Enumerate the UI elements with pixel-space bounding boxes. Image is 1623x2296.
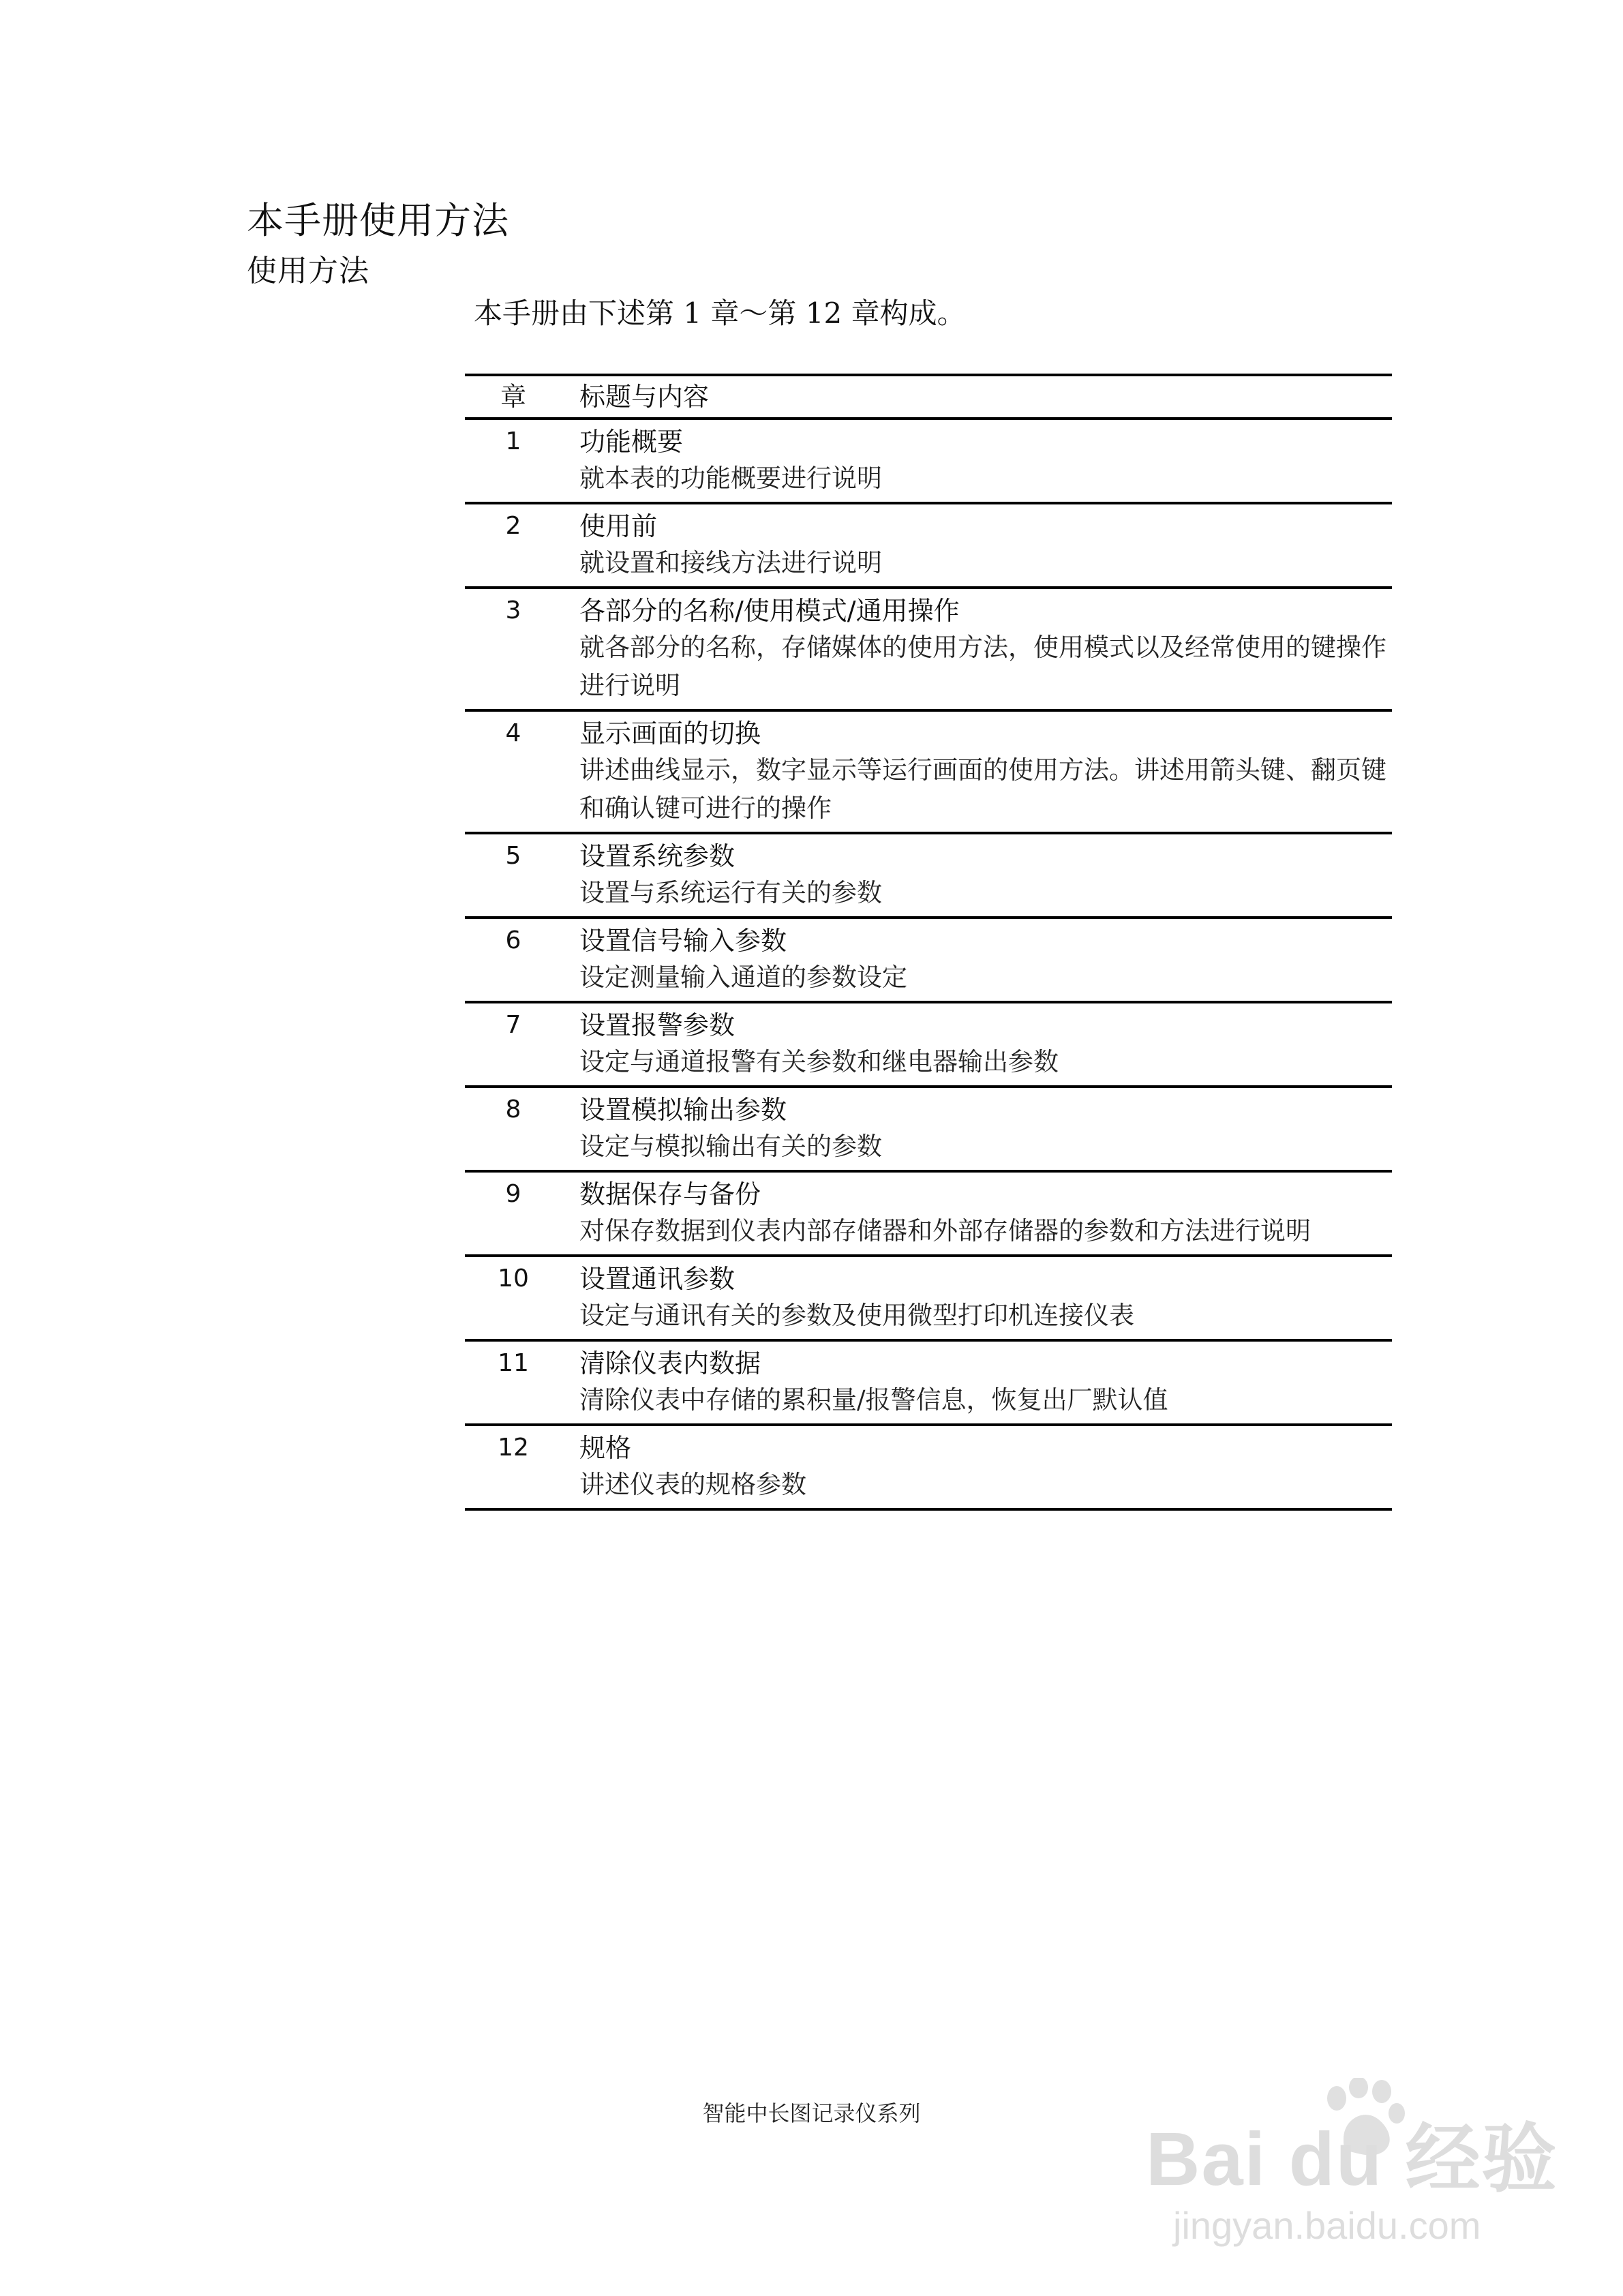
chapter-table-body	[465, 419, 1392, 1509]
table-row	[465, 918, 1392, 1002]
chapter-content	[579, 1256, 1392, 1340]
table-row	[465, 419, 1392, 503]
chapter-number: 11	[465, 1340, 579, 1425]
chapter-table-header	[465, 375, 1392, 419]
chapter-content	[579, 1002, 1392, 1087]
chapter-number: 9	[465, 1171, 579, 1256]
chapter-description: 讲述曲线显示，数字显示等运行画面的使用方法。讲述用箭头键、翻页键和确认键可进行的操作	[579, 755, 1386, 823]
chapter-title: 设置模拟输出参数	[579, 1095, 787, 1125]
table-row	[465, 1340, 1392, 1425]
chapter-number: 3	[465, 588, 579, 710]
chapter-title: 设置通讯参数	[579, 1264, 735, 1294]
baidu-watermark	[1146, 2078, 1582, 2248]
table-row	[465, 1171, 1392, 1256]
page-title: 本手册使用方法	[247, 199, 509, 242]
chapter-number: 5	[465, 833, 579, 918]
chapter-description: 就各部分的名称，存储媒体的使用方法，使用模式以及经常使用的键操作进行说明	[579, 633, 1386, 700]
chapter-description: 讲述仪表的规格参数	[579, 1470, 806, 1499]
table-row	[465, 710, 1392, 833]
chapter-content	[579, 1425, 1392, 1509]
chapter-number: 4	[465, 710, 579, 833]
chapter-description: 设定测量输入通道的参数设定	[579, 963, 907, 992]
header-title: 标题与内容	[579, 375, 1392, 419]
page-footer: 智能中长图记录仪系列	[702, 2100, 921, 2126]
chapter-content	[579, 833, 1392, 918]
chapter-content	[579, 588, 1392, 710]
chapter-title: 设置报警参数	[579, 1010, 735, 1040]
table-row	[465, 1425, 1392, 1509]
chapter-description: 对保存数据到仪表内部存储器和外部存储器的参数和方法进行说明	[579, 1216, 1311, 1245]
chapter-title: 设置系统参数	[579, 841, 735, 871]
table-row	[465, 588, 1392, 710]
table-row	[465, 833, 1392, 918]
chapter-description: 就本表的功能概要进行说明	[579, 464, 882, 493]
table-row	[465, 1256, 1392, 1340]
chapter-title: 显示画面的切换	[579, 719, 761, 749]
chapter-number: 1	[465, 419, 579, 503]
chapter-description: 就设置和接线方法进行说明	[579, 548, 882, 577]
header-chapter: 章	[465, 375, 579, 419]
table-row	[465, 503, 1392, 588]
chapter-content	[579, 1171, 1392, 1256]
chapter-content	[579, 1340, 1392, 1425]
chapter-title: 清除仪表内数据	[579, 1348, 761, 1378]
chapter-description: 设定与通讯有关的参数及使用微型打印机连接仪表	[579, 1301, 1134, 1330]
chapter-description: 清除仪表中存储的累积量/报警信息，恢复出厂默认值	[579, 1385, 1168, 1415]
intro-text: 本手册由下述第 1 章～第 12 章构成。	[474, 297, 966, 330]
chapter-description: 设定与通道报警有关参数和继电器输出参数	[579, 1047, 1059, 1076]
chapter-number: 2	[465, 503, 579, 588]
table-row	[465, 1002, 1392, 1087]
chapter-title: 各部分的名称/使用模式/通用操作	[579, 596, 960, 626]
chapter-content	[579, 503, 1392, 588]
chapter-content	[579, 419, 1392, 503]
chapter-title: 使用前	[579, 511, 658, 541]
chapter-title: 数据保存与备份	[579, 1179, 761, 1209]
watermark-url: jingyan.baidu.com	[1173, 2204, 1481, 2247]
chapter-number: 7	[465, 1002, 579, 1087]
chapter-title: 功能概要	[579, 427, 684, 457]
chapter-table	[465, 374, 1392, 1511]
chapter-content	[579, 1087, 1392, 1171]
chapter-description: 设置与系统运行有关的参数	[579, 878, 882, 907]
chapter-number: 6	[465, 918, 579, 1002]
chapter-content	[579, 710, 1392, 833]
chapter-number: 10	[465, 1256, 579, 1340]
chapter-title: 设置信号输入参数	[579, 926, 787, 956]
chapter-title: 规格	[579, 1433, 632, 1463]
chapter-number: 12	[465, 1425, 579, 1509]
watermark-brand: Bai du 经验	[1146, 2117, 1558, 2201]
chapter-number: 8	[465, 1087, 579, 1171]
chapter-content	[579, 918, 1392, 1002]
table-row	[465, 1087, 1392, 1171]
chapter-description: 设定与模拟输出有关的参数	[579, 1132, 882, 1161]
section-title: 使用方法	[247, 254, 369, 288]
